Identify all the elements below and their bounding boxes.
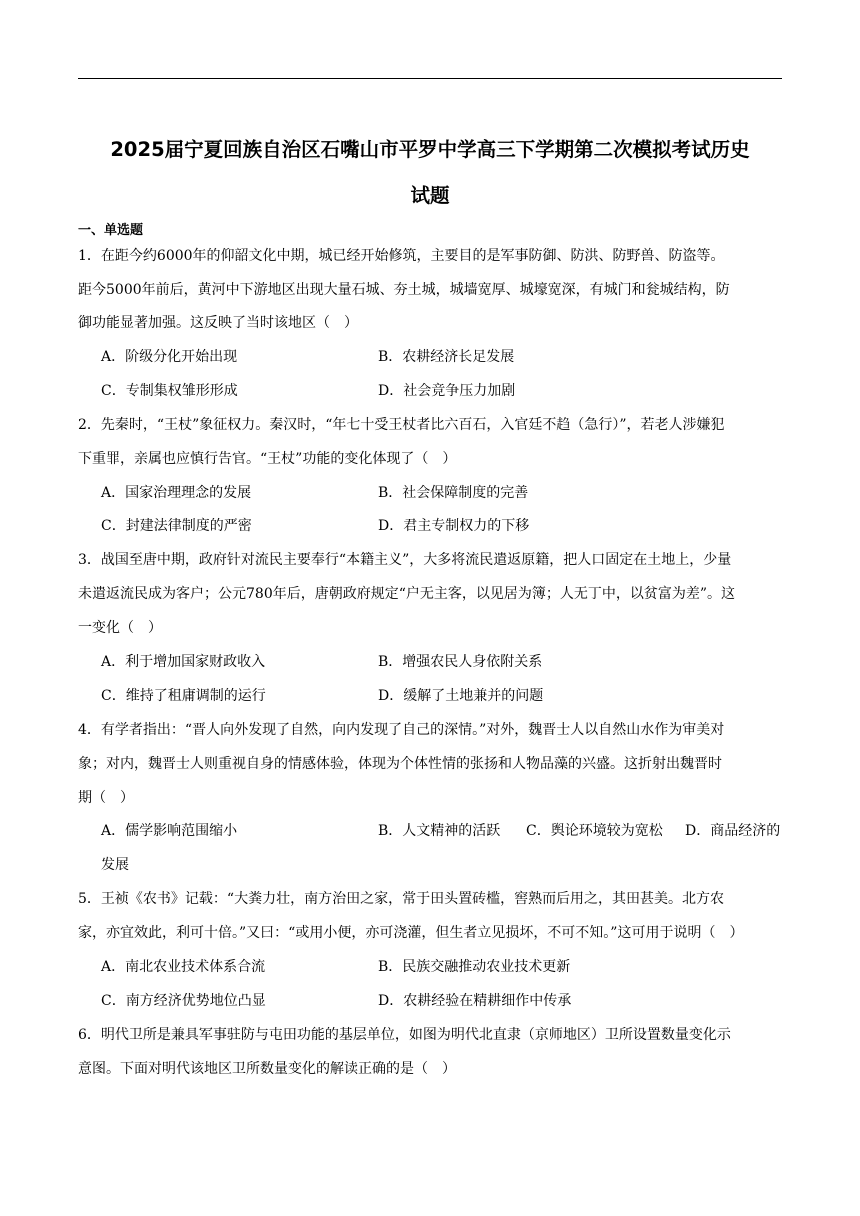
question-2-option-b[interactable]: B．社会保障制度的完善 (378, 485, 529, 501)
question-1-line-3: 御功能显著加强。这反映了当时该地区（ ） (78, 315, 358, 331)
question-4-line-2: 象；对内，魏晋士人则重视自身的情感体验，体现为个体性情的张扬和人物品藻的兴盛。这折射出魏晋时 (78, 756, 722, 772)
question-1-option-c[interactable]: C．专制集权雏形形成 (101, 383, 238, 399)
section-heading: 一、单选题 (78, 223, 144, 238)
question-4-line-1: 4．有学者指出：“晋人向外发现了自然，向内发现了自己的深情。”对外，魏晋士人以自然山水作为审美对 (78, 722, 725, 738)
question-2-line-2: 下重罪，亲属也应慎行告官。“王杖”功能的变化体现了（ ） (78, 451, 457, 467)
page-title-line-1: 2025届宁夏回族自治区石嘴山市平罗中学高三下学期第二次模拟考试历史 (110, 138, 750, 161)
question-4-option-c[interactable]: C．舆论环境较为宽松 (526, 823, 663, 839)
question-5-line-2: 家，亦宜效此，利可十倍。”又曰：“或用小便，亦可浇灌，但生者立见损坏，不可不知。”这可用于说明（ ） (78, 925, 744, 941)
question-3-option-d[interactable]: D．缓解了土地兼并的问题 (378, 688, 544, 704)
question-1-line-1: 1．在距今约6000年的仰韶文化中期，城已经开始修筑，主要目的是军事防御、防洪、防野兽、防盗等。 (78, 248, 725, 264)
question-4-option-d-continued: 发展 (101, 857, 129, 873)
question-3-option-c[interactable]: C．维持了租庸调制的运行 (101, 688, 266, 704)
question-1-option-a[interactable]: A．阶级分化开始出现 (101, 349, 238, 365)
header-rule (78, 78, 782, 79)
question-5-option-a[interactable]: A．南北农业技术体系合流 (101, 959, 266, 975)
question-4-line-3: 期（ ） (78, 790, 134, 806)
question-3-line-2: 未遣返流民成为客户；公元780年后，唐朝政府规定“户无主客，以见居为簿；人无丁中，以贫富为差”。这 (78, 586, 736, 602)
question-3-line-3: 一变化（ ） (78, 620, 162, 636)
question-4-option-d[interactable]: D．商品经济的 (685, 823, 781, 839)
question-5-option-c[interactable]: C．南方经济优势地位凸显 (101, 993, 266, 1009)
question-2-option-d[interactable]: D．君主专制权力的下移 (378, 518, 530, 534)
question-6-line-2: 意图。下面对明代该地区卫所数量变化的解读正确的是（ ） (78, 1061, 456, 1077)
question-6-line-1: 6．明代卫所是兼具军事驻防与屯田功能的基层单位，如图为明代北直隶（京师地区）卫所设置数量变化示 (78, 1027, 731, 1043)
question-4-option-b[interactable]: B．人文精神的活跃 (378, 823, 501, 839)
question-2-option-c[interactable]: C．封建法律制度的严密 (101, 518, 252, 534)
question-2-line-1: 2．先秦时，“王杖”象征权力。秦汉时，“年七十受王杖者比六百石，入官廷不趋（急行）”，若老人涉嫌犯 (78, 417, 725, 433)
question-2-option-a[interactable]: A．国家治理理念的发展 (101, 485, 252, 501)
question-4-option-a[interactable]: A．儒学影响范围缩小 (101, 823, 238, 839)
question-3-line-1: 3．战国至唐中期，政府针对流民主要奉行“本籍主义”，大多将流民遣返原籍，把人口固定在土地上，少量 (78, 552, 732, 568)
question-1-line-2: 距今5000年前后，黄河中下游地区出现大量石城、夯土城，城墙宽厚、城壕宽深，有城门和瓮城结构，防 (78, 282, 730, 298)
question-5-option-d[interactable]: D．农耕经验在精耕细作中传承 (378, 993, 572, 1009)
question-5-line-1: 5．王祯《农书》记载：“大粪力壮，南方治田之家，常于田头置砖槛，窖熟而后用之，其田甚美。北方农 (78, 891, 725, 907)
question-3-option-a[interactable]: A．利于增加国家财政收入 (101, 654, 266, 670)
page-title-line-2: 试题 (410, 184, 450, 207)
question-5-option-b[interactable]: B．民族交融推动农业技术更新 (378, 959, 571, 975)
question-1-option-d[interactable]: D．社会竞争压力加剧 (378, 383, 516, 399)
question-3-option-b[interactable]: B．增强农民人身依附关系 (378, 654, 543, 670)
question-1-option-b[interactable]: B．农耕经济长足发展 (378, 349, 515, 365)
